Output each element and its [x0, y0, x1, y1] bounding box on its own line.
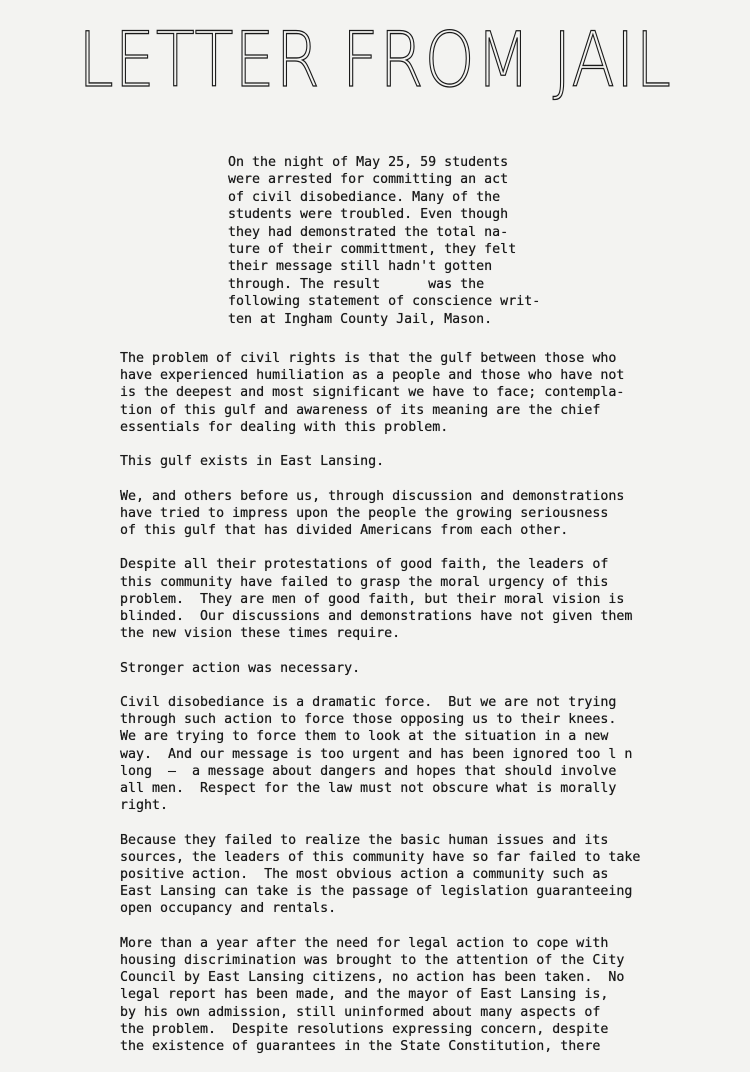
body-line: This gulf exists in East Lansing.	[120, 454, 385, 470]
intro-line: of civil disobediance. Many of the	[228, 189, 501, 205]
intro-line: following statement of conscience writ-	[228, 294, 541, 310]
paragraph	[120, 935, 660, 1055]
body-line: have experienced humiliation as a people and those who have not	[120, 368, 625, 384]
body-line: have tried to impress upon the people the growing seriousness	[120, 505, 609, 521]
body-line: tion of this gulf and awareness of its meaning are the chief	[120, 402, 601, 418]
body-line: Council by East Lansing citizens, no action has been taken. No	[120, 970, 625, 986]
body-line: essentials for dealing with this problem.	[120, 419, 449, 435]
body-line: all men. Respect for the law must not obscure what is morally	[120, 781, 617, 796]
paragraph	[120, 488, 660, 540]
body-line: of this gulf that has divided Americans from each other.	[120, 523, 569, 538]
letter-body	[120, 350, 660, 1072]
letter-title: LETTER FROM JAIL	[78, 15, 672, 104]
body-line: We are trying to force them to look at the situation in a new	[120, 729, 609, 745]
body-line: is the deepest and most significant we have to face; contempla-	[120, 385, 625, 401]
body-line: legal report has been made, and the mayor of East Lansing is,	[120, 987, 609, 1003]
body-line: right.	[120, 798, 169, 814]
body-line: the existence of guarantees in the State Constitution, there	[120, 1039, 601, 1055]
intro-line: ture of their committment, they felt	[228, 242, 517, 258]
intro-line: through. The result was the	[228, 276, 485, 292]
paragraph	[120, 453, 660, 470]
body-line: positive action. The most obvious action a community such as	[120, 867, 609, 882]
paragraph	[120, 350, 660, 436]
body-line: We, and others before us, through discussion and demonstrations	[120, 488, 625, 504]
paragraph	[120, 694, 660, 814]
body-line: Because they failed to realize the basic human issues and its	[120, 832, 609, 848]
body-line: this community have failed to grasp the moral urgency of this	[120, 574, 609, 590]
body-line: open occupancy and rentals.	[120, 901, 337, 917]
intro-line: ten at Ingham County Jail, Mason.	[228, 311, 493, 327]
intro-line: they had demonstrated the total na-	[228, 224, 509, 240]
body-line: problem. They are men of good faith, but their moral vision is	[120, 591, 625, 607]
intro-line: students were troubled. Even though	[228, 207, 509, 223]
body-line: Stronger action was necessary.	[120, 660, 361, 676]
body-line: the problem. Despite resolutions expressing concern, despite	[120, 1021, 609, 1037]
body-line: The problem of civil rights is that the gulf between those who	[120, 351, 617, 366]
intro-line: their message still hadn't gotten	[228, 259, 493, 275]
body-line: More than a year after the need for legal action to cope with	[120, 935, 609, 951]
paragraph	[120, 832, 660, 918]
intro-line: On the night of May 25, 59 students	[228, 155, 509, 170]
body-line: housing discrimination was brought to the attention of the City	[120, 953, 625, 968]
body-line: sources, the leaders of this community have so far failed to take	[120, 849, 641, 865]
intro-line: were arrested for committing an act	[228, 172, 509, 188]
body-line: Despite all their protestations of good faith, the leaders of	[120, 557, 609, 573]
body-line: long — a message about dangers and hopes that should involve	[120, 763, 617, 779]
body-line: through such action to force those opposing us to their knees.	[120, 712, 617, 728]
body-line: blinded. Our discussions and demonstrations have not given them	[120, 609, 633, 624]
paragraph	[120, 556, 660, 642]
paragraph	[120, 660, 660, 677]
body-line: the new vision these times require.	[120, 626, 401, 642]
body-line: way. And our message is too urgent and has been ignored too l n	[120, 746, 633, 762]
intro-block	[228, 154, 668, 328]
body-line: Civil disobediance is a dramatic force. But we are not trying	[120, 694, 617, 710]
body-line: by his own admission, still uninformed about many aspects of	[120, 1004, 601, 1020]
body-line: East Lansing can take is the passage of legislation guaranteeing	[120, 884, 633, 900]
